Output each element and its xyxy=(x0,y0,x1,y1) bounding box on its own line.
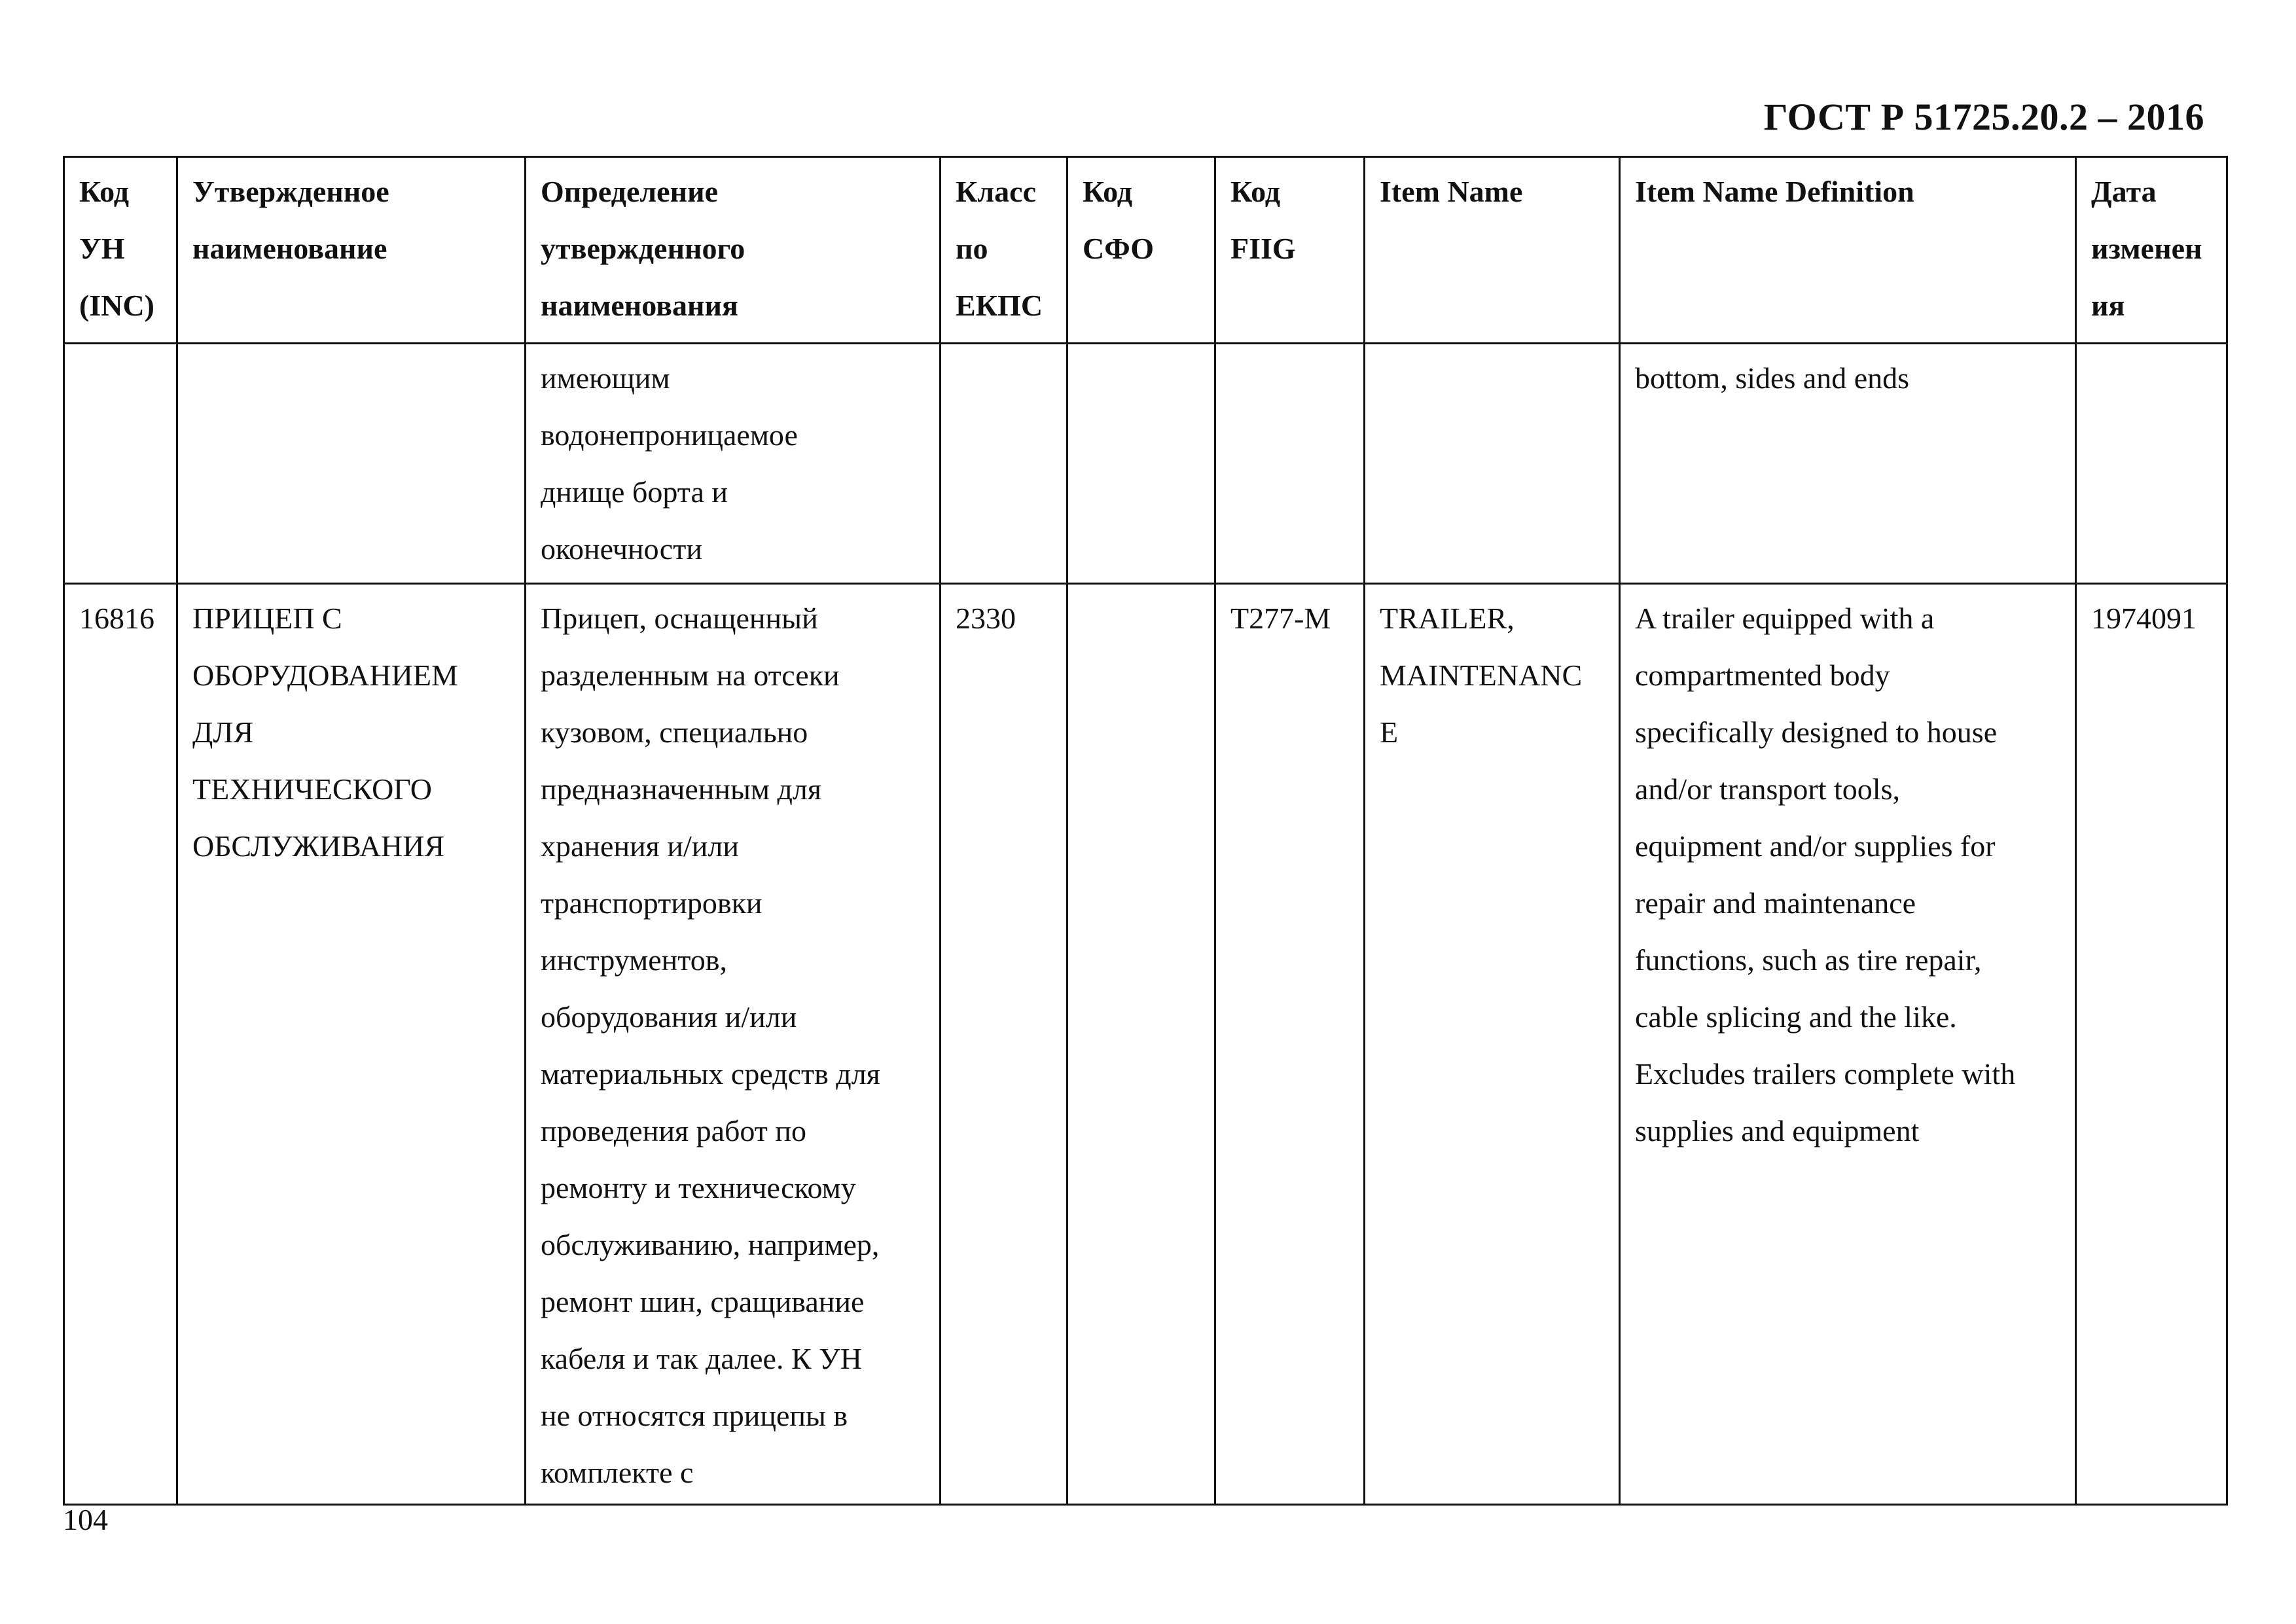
header-sfo-code: Код СФО xyxy=(1067,157,1215,344)
header-item-name-definition: Item Name Definition xyxy=(1620,157,2076,344)
cell-item-name-definition: A trailer equipped with a compartmented body specifically designed to house and/or transport tools, equipment and/or supplies for repair and maintenance functions, such as tire repair, cable splicing and the like. Excludes trailers complete with supplies and equipment xyxy=(1620,584,2076,1505)
header-inc: Код УН (INC) xyxy=(64,157,177,344)
cell-ekps-class: 2330 xyxy=(941,584,1067,1505)
cell-sfo-code xyxy=(1067,344,1215,584)
header-item-name: Item Name xyxy=(1365,157,1620,344)
header-definition: Определение утвержденного наименования xyxy=(526,157,941,344)
cell-inc xyxy=(64,344,177,584)
cell-ekps-class xyxy=(941,344,1067,584)
cell-sfo-code xyxy=(1067,584,1215,1505)
cell-inc: 16816 xyxy=(64,584,177,1505)
cell-approved-name xyxy=(177,344,526,584)
header-ekps-class: Класс по ЕКПС xyxy=(941,157,1067,344)
header-change-date: Дата изменен ия xyxy=(2076,157,2227,344)
page-number: 104 xyxy=(63,1503,108,1536)
document-code: ГОСТ Р 51725.20.2 – 2016 xyxy=(1763,96,2204,138)
cell-approved-name: ПРИЦЕП С ОБОРУДОВАНИЕМ ДЛЯ ТЕХНИЧЕСКОГО ОБСЛУЖИВАНИЯ xyxy=(177,584,526,1505)
header-fiig-code: Код FIIG xyxy=(1215,157,1365,344)
catalog-table xyxy=(63,156,2228,1506)
cell-fiig-code xyxy=(1215,344,1365,584)
table-row-continuation xyxy=(64,344,2227,584)
cell-change-date xyxy=(2076,344,2227,584)
header-approved-name: Утвержденное наименование xyxy=(177,157,526,344)
cell-change-date: 1974091 xyxy=(2076,584,2227,1505)
cell-definition-ru: Прицеп, оснащенный разделенным на отсеки кузовом, специально предназначенным для хранения и/или транспортировки инструментов, оборудования и/или материальных средств для проведения работ по ремонту и техническому обслуживанию, например, ремонт шин, сращивание кабеля и так далее. К УН не относятся прицепы в комплекте с xyxy=(526,584,941,1505)
cell-definition-ru: имеющим водонепроницаемое днище борта и оконечности xyxy=(526,344,941,584)
table-row xyxy=(64,584,2227,1505)
cell-fiig-code: T277-M xyxy=(1215,584,1365,1505)
cell-item-name: TRAILER, MAINTENANC E xyxy=(1365,584,1620,1505)
cell-item-name-definition: bottom, sides and ends xyxy=(1620,344,2076,584)
header-row xyxy=(64,157,2227,344)
cell-item-name xyxy=(1365,344,1620,584)
